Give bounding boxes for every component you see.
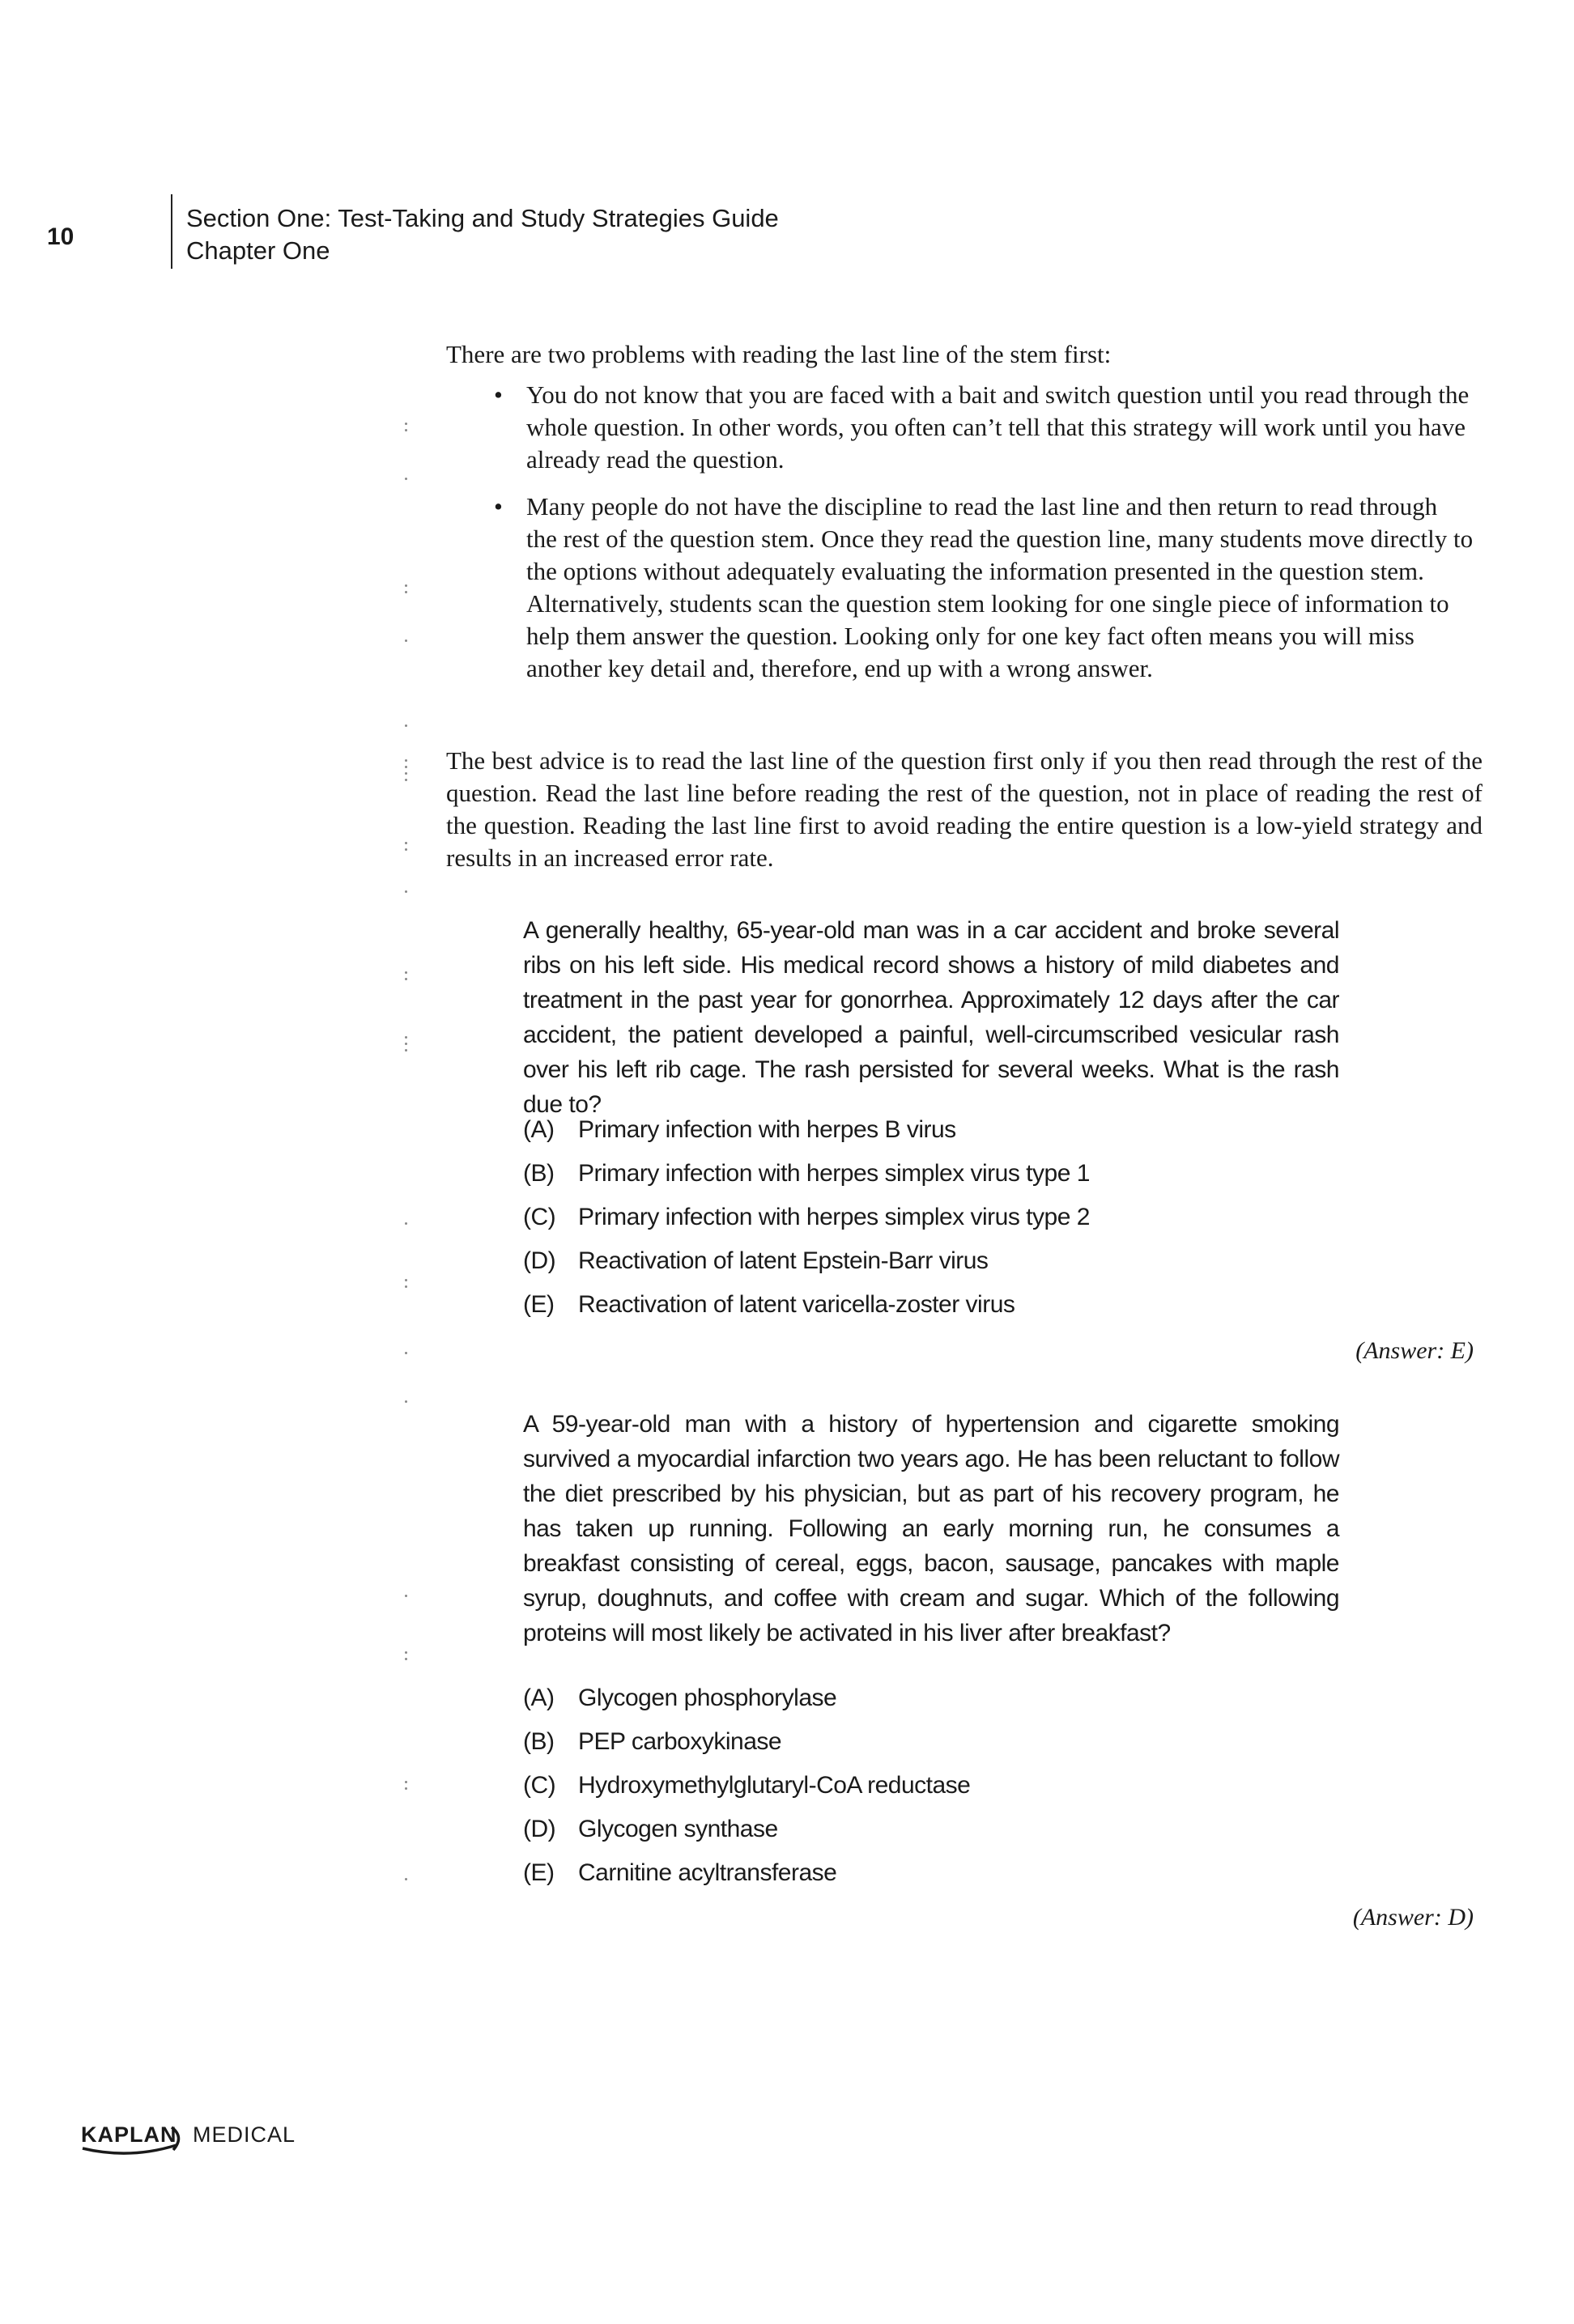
option-item — [523, 1768, 970, 1812]
running-header — [186, 202, 779, 267]
option-letter: (A) — [523, 1685, 555, 1711]
option-item — [523, 1724, 970, 1768]
option-text: Primary infection with herpes B virus — [578, 1116, 956, 1143]
option-letter: (A) — [523, 1116, 555, 1143]
option-text: PEP carboxykinase — [578, 1728, 782, 1755]
header-divider — [171, 194, 172, 269]
answer-key: (Answer: E) — [1355, 1337, 1474, 1364]
svg-text:MEDICAL: MEDICAL — [193, 2122, 296, 2147]
page-number: 10 — [47, 223, 74, 250]
kaplan-medical-logo — [81, 2113, 324, 2161]
option-letter: (B) — [523, 1160, 555, 1187]
option-item — [523, 1287, 1090, 1331]
svg-text:KAPLAN: KAPLAN — [81, 2122, 177, 2147]
answer-options — [523, 1680, 970, 1899]
option-letter: (E) — [523, 1291, 555, 1318]
option-letter: (B) — [523, 1728, 555, 1755]
option-text: Primary infection with herpes simplex virus type 2 — [578, 1204, 1090, 1230]
option-text: Carnitine acyltransferase — [578, 1859, 837, 1886]
bullet-icon: • — [494, 380, 503, 409]
option-letter: (E) — [523, 1859, 555, 1886]
option-text: Reactivation of latent Epstein-Barr virus — [578, 1247, 989, 1274]
section-title: Section One: Test-Taking and Study Strategies Guide — [186, 204, 779, 232]
option-item — [523, 1112, 1090, 1156]
advice-paragraph: The best advice is to read the last line of the question first only if you then read through the rest of the question. Read the last line before reading the rest of the question, not in place of reading the rest of the question. Reading the last line first to avoid reading the entire question is a low-yield strategy and results in an increased error rate. — [446, 746, 1483, 872]
option-item — [523, 1200, 1090, 1243]
option-item — [523, 1812, 970, 1855]
option-text: Reactivation of latent varicella-zoster virus — [578, 1291, 1015, 1318]
option-text: Primary infection with herpes simplex virus type 1 — [578, 1160, 1090, 1187]
problem-list — [494, 379, 1474, 699]
question-stem: A 59-year-old man with a history of hypertension and cigarette smoking survived a myocardial infarction two years ago. He has been reluctant to follow the diet prescribed by his physician, but as part of his recovery program, he has taken up running. Following an early morning run, he consumes a breakfast consisting of cereal, eggs, bacon, sausage, pancakes with maple syrup, doughnuts, and coffee with cream and sugar. Which of the following proteins will most likely be activated in his liver after breakfast? — [523, 1411, 1339, 1646]
option-text: Glycogen synthase — [578, 1816, 778, 1842]
option-letter: (C) — [523, 1204, 556, 1230]
option-letter: (D) — [523, 1247, 556, 1274]
option-item — [523, 1855, 970, 1899]
option-text: Glycogen phosphorylase — [578, 1685, 837, 1711]
answer-options — [523, 1112, 1090, 1331]
option-item — [523, 1243, 1090, 1287]
option-item — [523, 1156, 1090, 1200]
answer-key: (Answer: D) — [1352, 1904, 1474, 1931]
option-letter: (C) — [523, 1772, 556, 1799]
option-text: Hydroxymethylglutaryl-CoA reductase — [578, 1772, 971, 1799]
intro-text: There are two problems with reading the last line of the stem first: — [446, 340, 1112, 368]
option-letter: (D) — [523, 1816, 556, 1842]
bullet-text: Many people do not have the discipline to read the last line and then return to read through the rest of the question stem. Once they read the question line, many students move directly to the options without adequately evaluating the information presented in the question stem. Alternatively, students scan the question stem looking for one single piece of information to help them answer the question. Looking only for one key fact often means you will miss another key detail and, therefore, end up with a wrong answer. — [526, 492, 1474, 682]
bullet-icon: • — [494, 492, 503, 520]
list-item — [494, 491, 1474, 685]
chapter-title: Chapter One — [186, 236, 330, 265]
bullet-text: You do not know that you are faced with a bait and switch question until you read through the whole question. In other words, you often can’t tell that this strategy will work until you have already read the question. — [526, 380, 1470, 474]
list-item — [494, 379, 1474, 476]
margin-scan-marks — [405, 405, 421, 1943]
option-item — [523, 1680, 970, 1724]
question-stem: A generally healthy, 65-year-old man was in a car accident and broke several ribs on his left side. His medical record shows a history of mild diabetes and treatment in the past year for gonorrhea. Approximately 12 days after the car accident, the patient developed a painful, well-circumscribed vesicular rash over his left rib cage. The rash persisted for several weeks. What is the rash due to? — [523, 917, 1339, 1118]
